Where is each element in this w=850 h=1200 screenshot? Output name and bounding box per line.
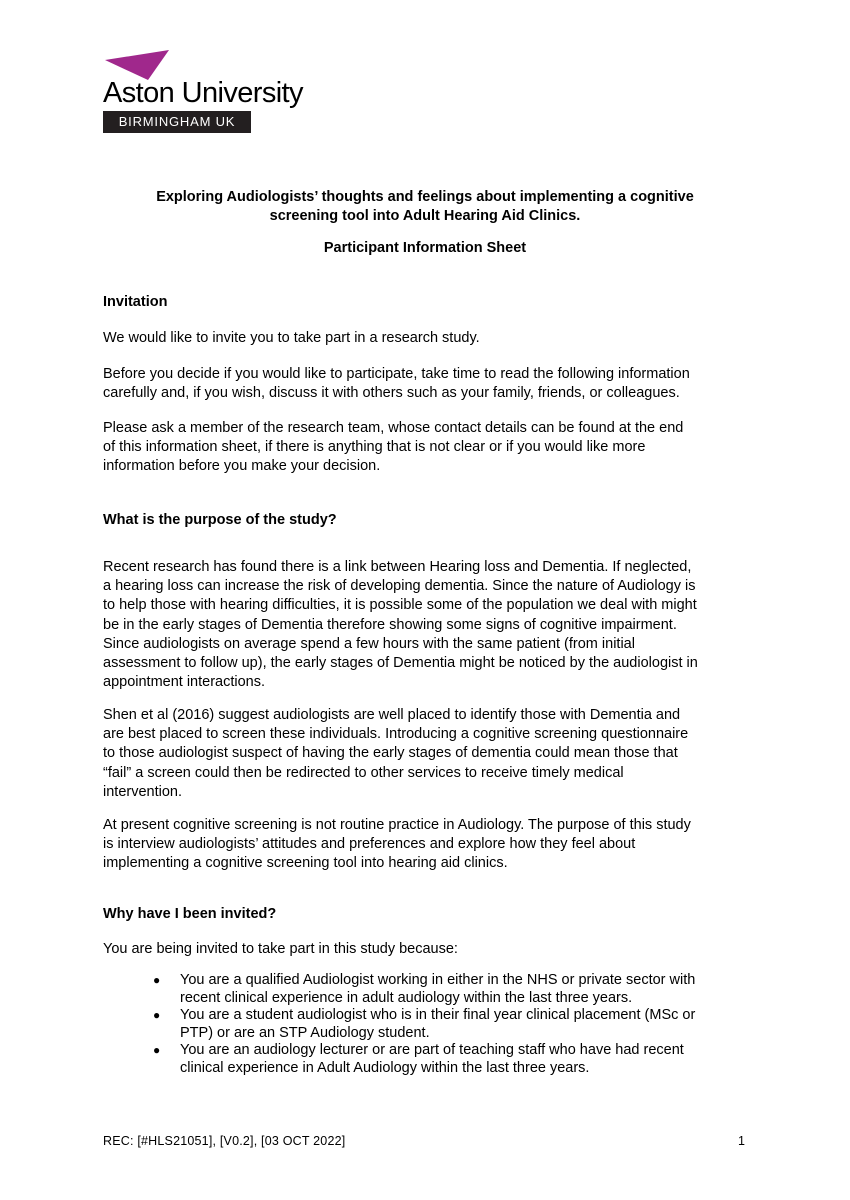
text-line: At present cognitive screening is not routine practice in Audiology. The purpose of this study xyxy=(103,817,691,833)
list-item xyxy=(153,1007,753,1042)
text-line: Since audiologists on average spend a few hours with the same patient (from initial xyxy=(103,635,635,652)
text-line: assessment to follow up), the early stages of Dementia might be noticed by the audiologist in xyxy=(103,655,698,672)
text-line: You are a qualified Audiologist working in either in the NHS or private sector with xyxy=(180,972,696,988)
text-line: Please ask a member of the research team, whose contact details can be found at the end xyxy=(103,420,684,436)
text-line: to help those with hearing difficulties, it is possible some of the population we deal with might xyxy=(103,597,697,614)
university-logo xyxy=(103,47,303,135)
document-subtitle: Participant Information Sheet xyxy=(323,240,527,256)
text-line: be in the early stages of Dementia therefore showing some signs of cognitive impairment. xyxy=(103,616,677,633)
text-line: of this information sheet, if there is anything that is not clear or if you would like more xyxy=(103,439,646,456)
text-line: You are an audiology lecturer or are part of teaching staff who have had recent xyxy=(180,1042,684,1059)
list-item-text xyxy=(180,972,753,1007)
eligibility-list xyxy=(153,972,753,1078)
text-line: We would like to invite you to take part in a research study. xyxy=(103,330,480,346)
text-line: information before you make your decision. xyxy=(103,458,381,475)
document-title-line-2: screening tool into Adult Hearing Aid Clinics. xyxy=(269,208,581,224)
logo-university-name: Aston University xyxy=(103,77,303,109)
text-line: recent clinical experience in adult audiology within the last three years. xyxy=(180,989,633,1006)
list-item-text xyxy=(180,1042,753,1077)
document-title-line-1: Exploring Audiologists’ thoughts and feelings about implementing a cognitive xyxy=(156,189,694,205)
invitation-paragraph-1 xyxy=(103,329,753,348)
text-line: PTP) or are an STP Audiology student. xyxy=(180,1024,430,1041)
text-line: is interview audiologists’ attitudes and preferences and explore how they feel about xyxy=(103,836,636,853)
footer-reference: REC: [#HLS21051], [V0.2], [03 OCT 2022] xyxy=(103,1134,346,1148)
text-line: Recent research has found there is a link between Hearing loss and Dementia. If neglected, xyxy=(103,559,692,575)
text-line: intervention. xyxy=(103,783,182,800)
logo-location-label: BIRMINGHAM UK xyxy=(103,111,251,133)
purpose-paragraph-1 xyxy=(103,558,753,692)
list-item-text xyxy=(180,1007,753,1042)
list-item xyxy=(153,972,753,1007)
text-line: “fail” a screen could then be redirected to other services to receive timely medical xyxy=(103,764,624,781)
bullet-icon: ● xyxy=(153,1008,161,1023)
text-line: carefully and, if you wish, discuss it with others such as your family, friends, or colleagues. xyxy=(103,385,680,402)
purpose-paragraph-3 xyxy=(103,816,753,874)
section-heading-invitation: Invitation xyxy=(103,294,168,310)
text-line: to those audiologist suspect of having the early stages of dementia could mean those that xyxy=(103,745,678,762)
invited-intro xyxy=(103,940,753,959)
text-line: are best placed to screen these individuals. Introducing a cognitive screening questionnaire xyxy=(103,726,689,743)
text-line: clinical experience in Adult Audiology within the last three years. xyxy=(180,1059,590,1076)
invitation-paragraph-2 xyxy=(103,365,753,403)
text-line: You are being invited to take part in this study because: xyxy=(103,941,458,957)
section-heading-purpose: What is the purpose of the study? xyxy=(103,512,337,528)
text-line: implementing a cognitive screening tool into hearing aid clinics. xyxy=(103,855,508,872)
text-line: Shen et al (2016) suggest audiologists are well placed to identify those with Dementia and xyxy=(103,707,681,723)
bullet-icon: ● xyxy=(153,973,161,987)
list-item xyxy=(153,1042,753,1077)
section-heading-invited: Why have I been invited? xyxy=(103,906,277,922)
invitation-paragraph-3 xyxy=(103,419,753,477)
text-line: Before you decide if you would like to participate, take time to read the following information xyxy=(103,366,690,382)
text-line: a hearing loss can increase the risk of developing dementia. Since the nature of Audiology is xyxy=(103,578,696,595)
text-line: You are a student audiologist who is in their final year clinical placement (MSc or xyxy=(180,1007,696,1024)
bullet-icon: ● xyxy=(153,1043,161,1058)
purpose-paragraph-2 xyxy=(103,706,753,802)
page-number: 1 xyxy=(738,1134,745,1148)
text-line: appointment interactions. xyxy=(103,674,266,691)
